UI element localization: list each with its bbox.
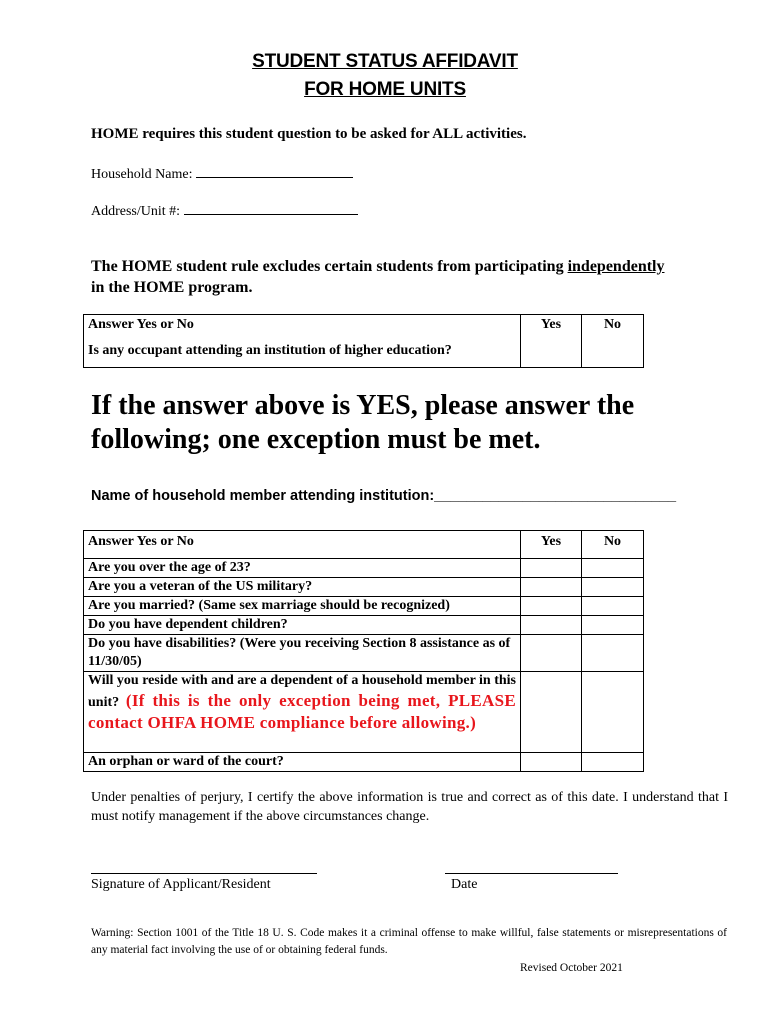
table2-header-cell bbox=[84, 531, 521, 559]
table2-row-age bbox=[84, 559, 521, 578]
table1-yes-cell[interactable] bbox=[521, 315, 582, 368]
question-veteran: Are you a veteran of the US military? bbox=[88, 579, 313, 594]
reside-no-cell[interactable] bbox=[582, 672, 644, 753]
rule-paragraph bbox=[91, 256, 731, 298]
orphan-no-cell[interactable] bbox=[582, 753, 644, 772]
question-orphan: An orphan or ward of the court? bbox=[88, 754, 284, 769]
intro-text: HOME requires this student question to be asked for ALL activities. bbox=[91, 126, 527, 142]
reside-compliance-note: (If this is the only exception being met, PLEASE contact OHFA HOME compliance before allowing.) bbox=[88, 691, 517, 732]
children-no-cell[interactable] bbox=[582, 616, 644, 635]
table1-question: Is any occupant attending an institution of higher education? bbox=[88, 343, 452, 358]
table2-yes-label: Yes bbox=[540, 534, 562, 549]
exception-table bbox=[83, 530, 644, 772]
table1-header: Answer Yes or No bbox=[88, 317, 194, 332]
reside-yes-cell[interactable] bbox=[521, 672, 582, 753]
table2-row-reside bbox=[84, 672, 521, 753]
rule-text-start: The HOME student rule excludes certain students from participating bbox=[91, 258, 568, 275]
question-reside: Will you reside with and are a dependent of a household member in this unit? bbox=[88, 673, 516, 710]
table1-no-cell[interactable] bbox=[582, 315, 644, 368]
household-name-input[interactable] bbox=[196, 164, 353, 178]
household-name-field bbox=[91, 164, 353, 183]
member-name-field[interactable]: Name of household member attending institution:______________________________ bbox=[91, 488, 677, 504]
veteran-no-cell[interactable] bbox=[582, 578, 644, 597]
orphan-yes-cell[interactable] bbox=[521, 753, 582, 772]
signature-line[interactable] bbox=[91, 873, 317, 874]
signature-label: Signature of Applicant/Resident bbox=[91, 877, 271, 892]
exception-heading bbox=[91, 389, 751, 457]
exception-heading-line2: following; one exception must be met. bbox=[91, 424, 541, 455]
date-label: Date bbox=[451, 877, 478, 892]
household-name-label: Household Name: bbox=[91, 167, 193, 182]
table2-row-orphan bbox=[84, 753, 521, 772]
question-children: Do you have dependent children? bbox=[88, 617, 288, 632]
married-no-cell[interactable] bbox=[582, 597, 644, 616]
date-line[interactable] bbox=[445, 873, 618, 874]
table2-no-header-cell bbox=[582, 531, 644, 559]
warning-text: Warning: Section 1001 of the Title 18 U. S. Code makes it a criminal offense to make willful, false statements or misrepresentations of any material fact involving the use of or obtaining federal funds. bbox=[91, 927, 727, 956]
exception-heading-line1: If the answer above is YES, please answer the bbox=[91, 390, 635, 421]
table2-row-married bbox=[84, 597, 521, 616]
form-title-line1: STUDENT STATUS AFFIDAVIT bbox=[252, 51, 518, 72]
table2-yes-header-cell bbox=[521, 531, 582, 559]
address-field bbox=[91, 201, 358, 220]
revised-date: Revised October 2021 bbox=[520, 962, 623, 974]
address-input[interactable] bbox=[184, 201, 358, 215]
question-disabilities: Do you have disabilities? (Were you receiving Section 8 assistance as of 11/30/05) bbox=[88, 636, 511, 669]
occupant-question-table bbox=[83, 314, 644, 368]
table1-yes-label: Yes bbox=[540, 317, 562, 332]
question-age: Are you over the age of 23? bbox=[88, 560, 251, 575]
table2-row-veteran bbox=[84, 578, 521, 597]
table2-row-children bbox=[84, 616, 521, 635]
certification-text: Under penalties of perjury, I certify the above information is true and correct as of this date. I understand that I must notify management if the above circumstances change. bbox=[91, 790, 728, 824]
question-married: Are you married? (Same sex marriage should be recognized) bbox=[88, 598, 450, 613]
rule-underlined-word: independently bbox=[567, 258, 665, 275]
address-label: Address/Unit #: bbox=[91, 204, 181, 219]
children-yes-cell[interactable] bbox=[521, 616, 582, 635]
table2-row-disabilities bbox=[84, 635, 521, 672]
form-title-line2: FOR HOME UNITS bbox=[304, 79, 466, 100]
age-no-cell[interactable] bbox=[582, 559, 644, 578]
disabilities-yes-cell[interactable] bbox=[521, 635, 582, 672]
table2-no-label: No bbox=[603, 534, 622, 549]
veteran-yes-cell[interactable] bbox=[521, 578, 582, 597]
table1-no-label: No bbox=[603, 317, 622, 332]
married-yes-cell[interactable] bbox=[521, 597, 582, 616]
table2-header: Answer Yes or No bbox=[88, 534, 194, 549]
table1-cell-question bbox=[84, 315, 521, 368]
disabilities-no-cell[interactable] bbox=[582, 635, 644, 672]
rule-text-end: in the HOME program. bbox=[91, 279, 253, 296]
age-yes-cell[interactable] bbox=[521, 559, 582, 578]
